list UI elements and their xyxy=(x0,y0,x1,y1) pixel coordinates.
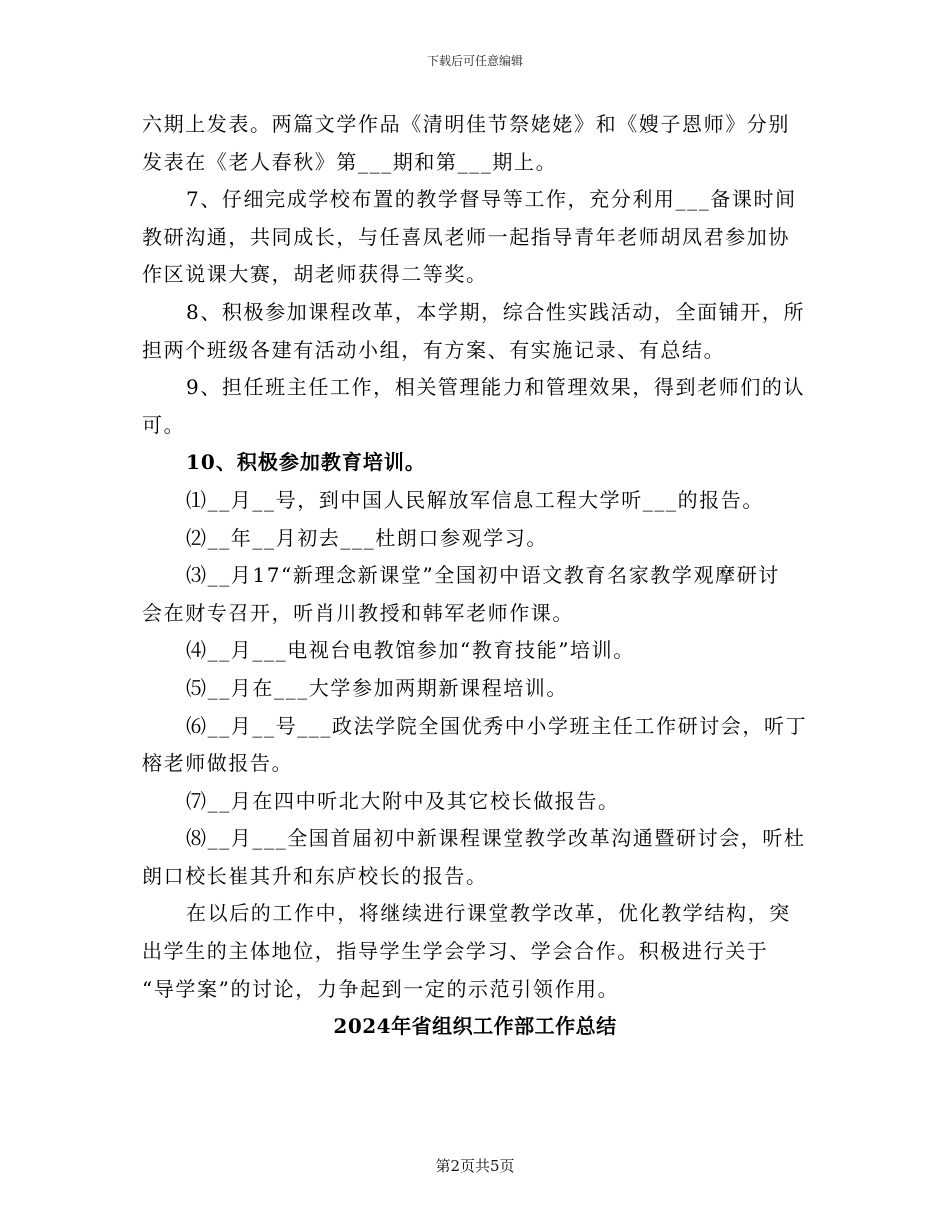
page-footer: 第2页共5页 xyxy=(435,1157,515,1175)
list-item: ⑵__年__月初去___杜朗口参观学习。 xyxy=(186,525,548,550)
paragraph-line: 8、积极参加课程改革，本学期，综合性实践活动，全面铺开，所 xyxy=(186,299,806,324)
paragraph-line: “导学案”的讨论，力争起到一定的示范引领作用。 xyxy=(142,976,620,1001)
paragraph-line: 出学生的主体地位，指导学生学会学习、学会合作。积极进行关于 xyxy=(142,939,769,964)
paragraph-line: 六期上发表。两篇文学作品《清明佳节祭姥姥》和《嫂子恩师》分别 xyxy=(142,112,790,136)
paragraph-line: 7、仔细完成学校布置的教学督导等工作，充分利用___备课时间 xyxy=(186,187,797,212)
list-item: ⑹__月__号___政法学院全国优秀中小学班主任工作研讨会，听丁 xyxy=(186,713,808,738)
list-item-continuation: 榕老师做报告。 xyxy=(142,751,294,776)
paragraph-line: 在以后的工作中，将继续进行课堂教学改革，优化教学结构，突 xyxy=(186,901,791,926)
list-item: ⑸__月在___大学参加两期新课程培训。 xyxy=(186,675,568,700)
page-header: 下载后可任意编辑 xyxy=(426,54,523,68)
list-item: ⑴__月__号，到中国人民解放军信息工程大学听___的报告。 xyxy=(186,487,764,512)
list-item: ⑻__月___全国首届初中新课程课堂教学改革沟通暨研讨会，听杜 xyxy=(186,826,806,851)
paragraph-line: 作区说课大赛，胡老师获得二等奖。 xyxy=(142,262,488,287)
section-heading: 10、积极参加教育培训。 xyxy=(186,450,426,475)
list-item: ⑶__月17“新理念新课堂”全国初中语文教育名家教学观摩研讨 xyxy=(186,563,780,588)
document-title: 2024年省组织工作部工作总结 xyxy=(333,1014,617,1038)
paragraph-line: 可。 xyxy=(142,412,186,437)
list-item: ⑺__月在四中听北大附中及其它校长做报告。 xyxy=(186,788,620,813)
paragraph-line: 教研沟通，共同成长，与任喜凤老师一起指导青年老师胡凤君参加协 xyxy=(142,224,790,249)
paragraph-line: 发表在《老人春秋》第___期和第___期上。 xyxy=(142,149,558,174)
list-item-continuation: 会在财专召开，听肖川教授和韩军老师作课。 xyxy=(142,600,574,625)
list-item: ⑷__月___电视台电教馆参加“教育技能”培训。 xyxy=(186,638,635,663)
paragraph-line: 担两个班级各建有活动小组，有方案、有实施记录、有总结。 xyxy=(142,337,726,362)
paragraph-line: 9、担任班主任工作，相关管理能力和管理效果，得到老师们的认 xyxy=(186,375,806,400)
document-body xyxy=(142,106,810,1008)
list-item-continuation: 朗口校长崔其升和东庐校长的报告。 xyxy=(142,863,488,888)
